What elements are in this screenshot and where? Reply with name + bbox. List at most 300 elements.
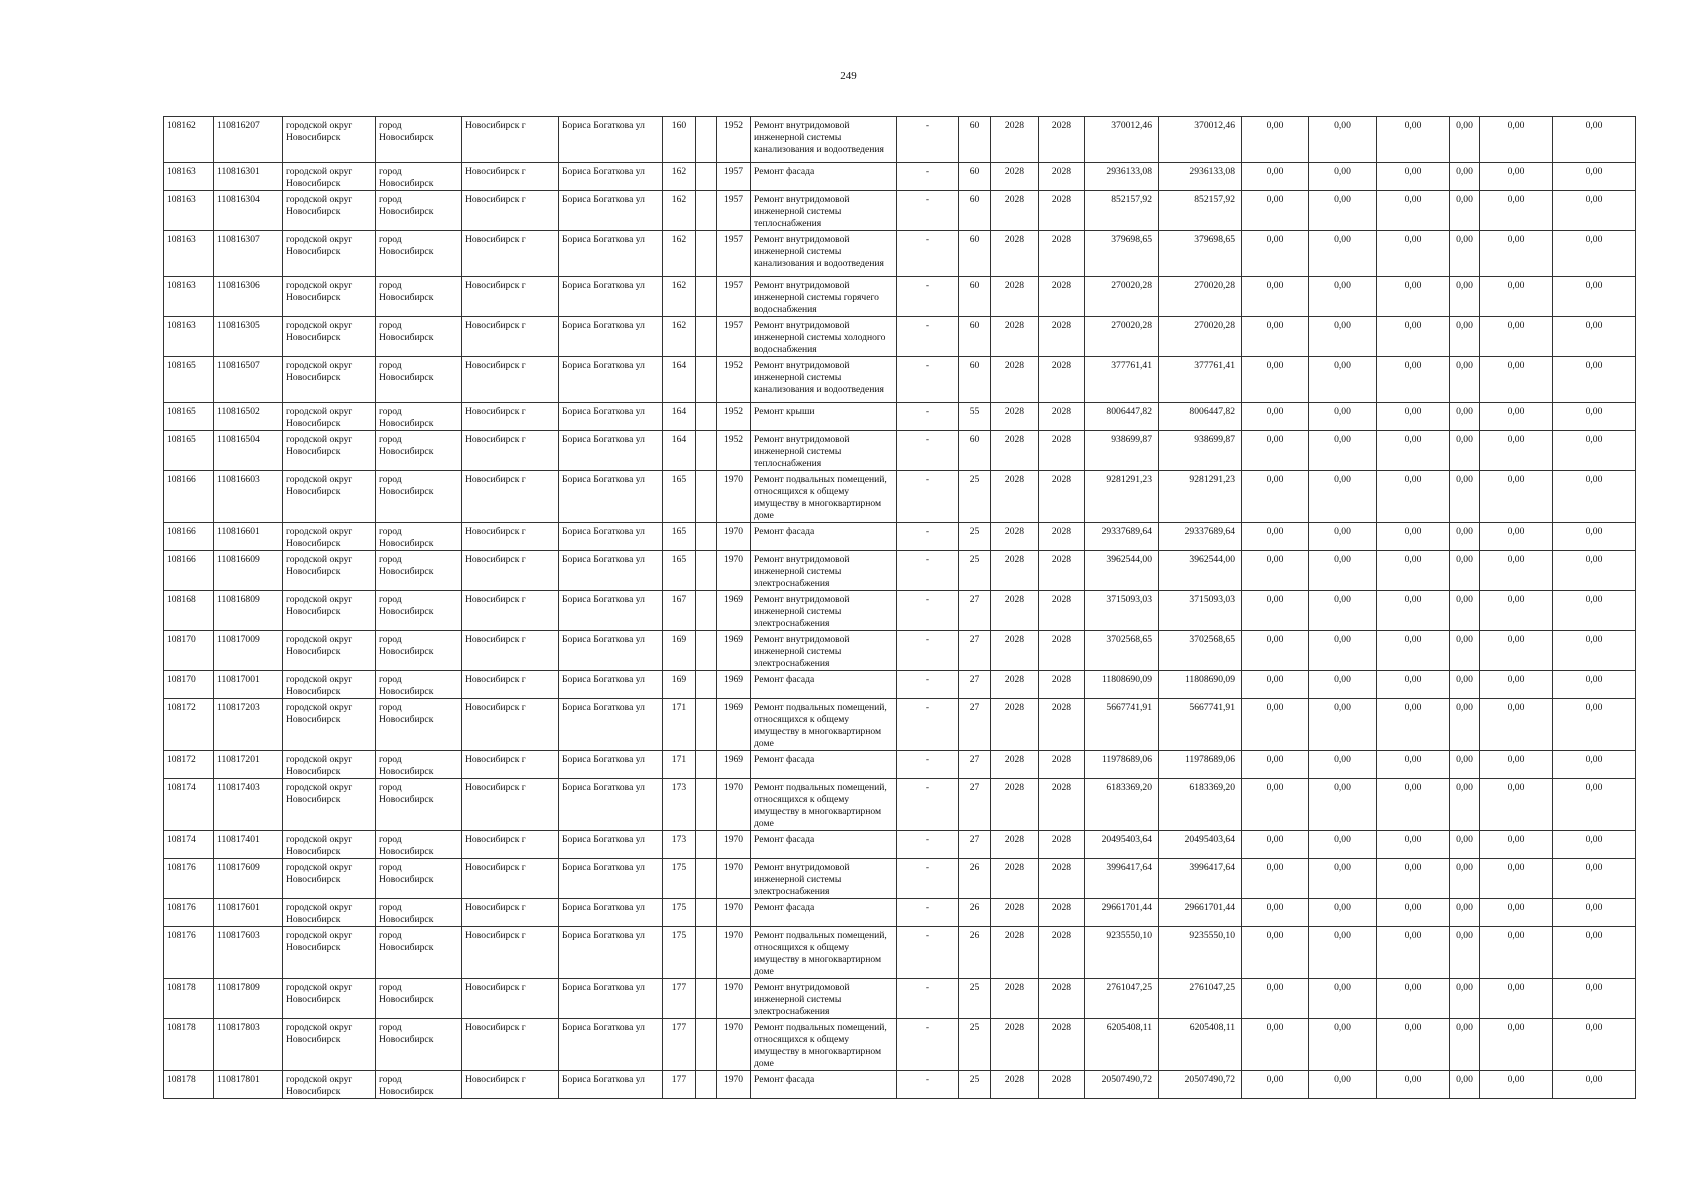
cell-record-id: 108174 [164,831,214,859]
cell-building [696,117,717,163]
table-row [164,231,1636,277]
cell-locality: Новосибирск г [462,1019,559,1071]
cell-building [696,277,717,317]
cell-plan-year-end: 2028 [1039,163,1085,191]
cell-work-type: Ремонт подвальных помещений, относящихся к общему имуществу в многоквартирном доме [751,699,897,751]
cell-build-year: 1970 [717,831,751,859]
cell-wear-percent: 60 [959,117,991,163]
cell-work-type: Ремонт внутридомовой инженерной системы электроснабжения [751,859,897,899]
cell-cost-col-4: 0,00 [1450,471,1480,523]
cell-house-number: 171 [663,751,696,779]
cell-house-number: 177 [663,979,696,1019]
cell-wear-percent: 26 [959,899,991,927]
cell-cost-col-4: 0,00 [1450,551,1480,591]
cell-street: Бориса Богаткова ул [559,751,663,779]
cell-element-id: 110816304 [214,191,283,231]
cell-element-id: 110817803 [214,1019,283,1071]
cell-build-year: 1969 [717,751,751,779]
cell-cost-fund: 6205408,11 [1159,1019,1242,1071]
cell-cost-col-1: 0,00 [1242,403,1309,431]
cell-cost-fund: 2761047,25 [1159,979,1242,1019]
cell-element-id: 110816609 [214,551,283,591]
table-row [164,117,1636,163]
cell-cost-col-6: 0,00 [1553,523,1636,551]
cell-cost-col-1: 0,00 [1242,899,1309,927]
cell-build-year: 1952 [717,357,751,403]
cell-municipal-district: городской округ Новосибирск [283,699,376,751]
cell-municipal-district: городской округ Новосибирск [283,357,376,403]
cell-plan-year-end: 2028 [1039,117,1085,163]
cell-work-extra: - [897,317,959,357]
cell-element-id: 110816601 [214,523,283,551]
cell-street: Бориса Богаткова ул [559,471,663,523]
cell-cost-col-6: 0,00 [1553,357,1636,403]
cell-cost-fund: 370012,46 [1159,117,1242,163]
table-row [164,979,1636,1019]
table-row [164,699,1636,751]
cell-cost-col-2: 0,00 [1309,191,1377,231]
cell-wear-percent: 27 [959,631,991,671]
cell-wear-percent: 60 [959,163,991,191]
cell-element-id: 110816207 [214,117,283,163]
cell-cost-col-5: 0,00 [1480,1071,1553,1099]
cell-cost-col-1: 0,00 [1242,699,1309,751]
cell-cost-col-3: 0,00 [1377,551,1450,591]
cell-house-number: 173 [663,831,696,859]
cell-cost-col-5: 0,00 [1480,357,1553,403]
cell-wear-percent: 27 [959,779,991,831]
cell-cost-col-2: 0,00 [1309,523,1377,551]
cell-locality: Новосибирск г [462,979,559,1019]
cell-plan-year-start: 2028 [991,231,1039,277]
cell-house-number: 175 [663,899,696,927]
cell-plan-year-start: 2028 [991,1019,1039,1071]
cell-total-cost: 2761047,25 [1085,979,1159,1019]
cell-record-id: 108176 [164,859,214,899]
cell-build-year: 1970 [717,471,751,523]
cell-build-year: 1952 [717,117,751,163]
cell-cost-col-1: 0,00 [1242,671,1309,699]
cell-cost-col-1: 0,00 [1242,979,1309,1019]
cell-cost-col-3: 0,00 [1377,591,1450,631]
cell-cost-col-2: 0,00 [1309,163,1377,191]
cell-record-id: 108162 [164,117,214,163]
cell-record-id: 108172 [164,699,214,751]
cell-work-type: Ремонт подвальных помещений, относящихся к общему имуществу в многоквартирном доме [751,1019,897,1071]
cell-element-id: 110817809 [214,979,283,1019]
cell-cost-col-3: 0,00 [1377,523,1450,551]
cell-cost-col-3: 0,00 [1377,277,1450,317]
cell-cost-col-2: 0,00 [1309,231,1377,277]
cell-work-extra: - [897,471,959,523]
page-number: 249 [840,70,857,82]
cell-work-extra: - [897,779,959,831]
cell-cost-col-5: 0,00 [1480,117,1553,163]
cell-cost-col-2: 0,00 [1309,551,1377,591]
table-row [164,191,1636,231]
cell-street: Бориса Богаткова ул [559,591,663,631]
cell-cost-col-1: 0,00 [1242,317,1309,357]
cell-building [696,231,717,277]
cell-settlement: город Новосибирск [376,831,462,859]
cell-cost-col-2: 0,00 [1309,277,1377,317]
cell-total-cost: 270020,28 [1085,277,1159,317]
cell-wear-percent: 60 [959,191,991,231]
cell-build-year: 1957 [717,163,751,191]
cell-cost-col-4: 0,00 [1450,403,1480,431]
cell-locality: Новосибирск г [462,231,559,277]
cell-record-id: 108163 [164,317,214,357]
cell-building [696,551,717,591]
cell-cost-col-6: 0,00 [1553,979,1636,1019]
cell-cost-col-1: 0,00 [1242,471,1309,523]
cell-plan-year-end: 2028 [1039,699,1085,751]
cell-street: Бориса Богаткова ул [559,117,663,163]
cell-locality: Новосибирск г [462,899,559,927]
cell-element-id: 110817403 [214,779,283,831]
cell-build-year: 1970 [717,779,751,831]
cell-cost-col-3: 0,00 [1377,163,1450,191]
cell-settlement: город Новосибирск [376,779,462,831]
cell-cost-col-1: 0,00 [1242,1071,1309,1099]
cell-cost-col-1: 0,00 [1242,231,1309,277]
cell-record-id: 108174 [164,779,214,831]
cell-municipal-district: городской округ Новосибирск [283,471,376,523]
cell-cost-col-2: 0,00 [1309,699,1377,751]
cell-settlement: город Новосибирск [376,1071,462,1099]
table-row [164,831,1636,859]
cell-settlement: город Новосибирск [376,117,462,163]
cell-cost-col-1: 0,00 [1242,431,1309,471]
cell-locality: Новосибирск г [462,751,559,779]
cell-work-extra: - [897,523,959,551]
cell-cost-fund: 3996417,64 [1159,859,1242,899]
cell-street: Бориса Богаткова ул [559,699,663,751]
cell-cost-col-5: 0,00 [1480,551,1553,591]
cell-locality: Новосибирск г [462,859,559,899]
cell-building [696,591,717,631]
cell-locality: Новосибирск г [462,431,559,471]
cell-house-number: 177 [663,1019,696,1071]
cell-street: Бориса Богаткова ул [559,523,663,551]
cell-building [696,859,717,899]
cell-cost-col-6: 0,00 [1553,751,1636,779]
cell-work-extra: - [897,231,959,277]
cell-house-number: 162 [663,163,696,191]
cell-record-id: 108176 [164,927,214,979]
table-row [164,1071,1636,1099]
cell-record-id: 108176 [164,899,214,927]
cell-building [696,1019,717,1071]
cell-plan-year-end: 2028 [1039,899,1085,927]
cell-settlement: город Новосибирск [376,591,462,631]
cell-cost-col-6: 0,00 [1553,471,1636,523]
cell-plan-year-start: 2028 [991,523,1039,551]
cell-cost-col-1: 0,00 [1242,551,1309,591]
cell-settlement: город Новосибирск [376,751,462,779]
cell-cost-col-6: 0,00 [1553,117,1636,163]
cell-cost-fund: 379698,65 [1159,231,1242,277]
cell-locality: Новосибирск г [462,277,559,317]
cell-building [696,523,717,551]
cell-cost-col-6: 0,00 [1553,671,1636,699]
cell-building [696,779,717,831]
cell-plan-year-end: 2028 [1039,671,1085,699]
cell-municipal-district: городской округ Новосибирск [283,551,376,591]
cell-cost-col-2: 0,00 [1309,899,1377,927]
cell-cost-fund: 5667741,91 [1159,699,1242,751]
cell-element-id: 110817603 [214,927,283,979]
cell-cost-col-4: 0,00 [1450,671,1480,699]
cell-cost-col-1: 0,00 [1242,163,1309,191]
cell-cost-col-2: 0,00 [1309,317,1377,357]
cell-municipal-district: городской округ Новосибирск [283,979,376,1019]
cell-municipal-district: городской округ Новосибирск [283,671,376,699]
cell-cost-col-5: 0,00 [1480,471,1553,523]
cell-settlement: город Новосибирск [376,551,462,591]
cell-wear-percent: 26 [959,859,991,899]
cell-cost-col-6: 0,00 [1553,591,1636,631]
cell-cost-col-5: 0,00 [1480,277,1553,317]
cell-build-year: 1952 [717,403,751,431]
cell-wear-percent: 25 [959,1019,991,1071]
cell-wear-percent: 60 [959,231,991,277]
cell-cost-col-3: 0,00 [1377,471,1450,523]
cell-plan-year-start: 2028 [991,591,1039,631]
cell-wear-percent: 27 [959,671,991,699]
cell-cost-col-3: 0,00 [1377,231,1450,277]
cell-municipal-district: городской округ Новосибирск [283,831,376,859]
cell-wear-percent: 26 [959,927,991,979]
table-row [164,591,1636,631]
cell-settlement: город Новосибирск [376,927,462,979]
cell-street: Бориса Богаткова ул [559,631,663,671]
cell-cost-col-5: 0,00 [1480,1019,1553,1071]
cell-cost-col-5: 0,00 [1480,163,1553,191]
cell-cost-col-4: 0,00 [1450,117,1480,163]
cell-work-type: Ремонт фасада [751,671,897,699]
cell-total-cost: 8006447,82 [1085,403,1159,431]
cell-municipal-district: городской округ Новосибирск [283,1019,376,1071]
cell-settlement: город Новосибирск [376,671,462,699]
cell-cost-col-3: 0,00 [1377,831,1450,859]
cell-street: Бориса Богаткова ул [559,163,663,191]
cell-plan-year-end: 2028 [1039,471,1085,523]
cell-record-id: 108168 [164,591,214,631]
cell-cost-fund: 3715093,03 [1159,591,1242,631]
cell-cost-col-4: 0,00 [1450,979,1480,1019]
cell-cost-col-4: 0,00 [1450,751,1480,779]
table-row [164,859,1636,899]
cell-cost-fund: 20507490,72 [1159,1071,1242,1099]
cell-plan-year-start: 2028 [991,859,1039,899]
cell-work-type: Ремонт подвальных помещений, относящихся к общему имуществу в многоквартирном доме [751,779,897,831]
cell-element-id: 110817401 [214,831,283,859]
cell-work-type: Ремонт подвальных помещений, относящихся к общему имуществу в многоквартирном доме [751,927,897,979]
cell-cost-col-4: 0,00 [1450,163,1480,191]
cell-building [696,357,717,403]
cell-total-cost: 6183369,20 [1085,779,1159,831]
cell-wear-percent: 25 [959,551,991,591]
cell-plan-year-start: 2028 [991,779,1039,831]
cell-work-type: Ремонт внутридомовой инженерной системы электроснабжения [751,551,897,591]
cell-cost-col-4: 0,00 [1450,779,1480,831]
cell-cost-col-4: 0,00 [1450,1019,1480,1071]
cell-cost-col-5: 0,00 [1480,859,1553,899]
cell-element-id: 110817601 [214,899,283,927]
cell-record-id: 108166 [164,471,214,523]
cell-plan-year-start: 2028 [991,277,1039,317]
cell-settlement: город Новосибирск [376,699,462,751]
table-row [164,671,1636,699]
cell-plan-year-end: 2028 [1039,631,1085,671]
cell-cost-fund: 377761,41 [1159,357,1242,403]
cell-work-type: Ремонт фасада [751,899,897,927]
cell-build-year: 1970 [717,551,751,591]
repair-schedule-table [163,116,1636,1099]
cell-work-extra: - [897,979,959,1019]
cell-cost-col-1: 0,00 [1242,191,1309,231]
cell-work-type: Ремонт фасада [751,1071,897,1099]
cell-total-cost: 11808690,09 [1085,671,1159,699]
cell-municipal-district: городской округ Новосибирск [283,631,376,671]
cell-total-cost: 29661701,44 [1085,899,1159,927]
cell-element-id: 110817001 [214,671,283,699]
cell-work-extra: - [897,357,959,403]
cell-street: Бориса Богаткова ул [559,191,663,231]
cell-record-id: 108178 [164,1071,214,1099]
cell-cost-col-1: 0,00 [1242,631,1309,671]
cell-plan-year-end: 2028 [1039,751,1085,779]
cell-cost-col-2: 0,00 [1309,671,1377,699]
cell-street: Бориса Богаткова ул [559,859,663,899]
cell-work-extra: - [897,1071,959,1099]
cell-locality: Новосибирск г [462,779,559,831]
cell-element-id: 110816306 [214,277,283,317]
cell-settlement: город Новосибирск [376,277,462,317]
cell-total-cost: 11978689,06 [1085,751,1159,779]
cell-cost-fund: 3962544,00 [1159,551,1242,591]
cell-record-id: 108178 [164,979,214,1019]
cell-house-number: 160 [663,117,696,163]
cell-building [696,751,717,779]
cell-house-number: 173 [663,779,696,831]
cell-cost-col-6: 0,00 [1553,277,1636,317]
cell-cost-col-1: 0,00 [1242,1019,1309,1071]
cell-total-cost: 3996417,64 [1085,859,1159,899]
cell-street: Бориса Богаткова ул [559,1071,663,1099]
cell-wear-percent: 60 [959,357,991,403]
cell-municipal-district: городской округ Новосибирск [283,191,376,231]
table-row [164,523,1636,551]
cell-work-type: Ремонт внутридомовой инженерной системы канализования и водоотведения [751,231,897,277]
cell-total-cost: 6205408,11 [1085,1019,1159,1071]
cell-build-year: 1957 [717,231,751,277]
cell-total-cost: 270020,28 [1085,317,1159,357]
cell-settlement: город Новосибирск [376,431,462,471]
cell-plan-year-end: 2028 [1039,1019,1085,1071]
cell-build-year: 1957 [717,317,751,357]
cell-cost-col-5: 0,00 [1480,591,1553,631]
cell-cost-fund: 3702568,65 [1159,631,1242,671]
cell-building [696,671,717,699]
cell-street: Бориса Богаткова ул [559,899,663,927]
cell-wear-percent: 55 [959,403,991,431]
cell-cost-col-3: 0,00 [1377,1019,1450,1071]
cell-cost-col-6: 0,00 [1553,831,1636,859]
cell-wear-percent: 27 [959,591,991,631]
cell-locality: Новосибирск г [462,403,559,431]
cell-municipal-district: городской округ Новосибирск [283,859,376,899]
cell-locality: Новосибирск г [462,471,559,523]
cell-cost-col-6: 0,00 [1553,163,1636,191]
cell-cost-fund: 29661701,44 [1159,899,1242,927]
cell-build-year: 1969 [717,631,751,671]
cell-plan-year-start: 2028 [991,431,1039,471]
cell-building [696,191,717,231]
cell-work-extra: - [897,117,959,163]
cell-plan-year-end: 2028 [1039,831,1085,859]
cell-work-type: Ремонт фасада [751,523,897,551]
cell-wear-percent: 60 [959,277,991,317]
cell-build-year: 1970 [717,1019,751,1071]
cell-cost-col-3: 0,00 [1377,751,1450,779]
cell-wear-percent: 60 [959,431,991,471]
cell-work-type: Ремонт подвальных помещений, относящихся к общему имуществу в многоквартирном доме [751,471,897,523]
table-row [164,163,1636,191]
cell-cost-col-5: 0,00 [1480,191,1553,231]
table-row [164,471,1636,523]
cell-element-id: 110816307 [214,231,283,277]
cell-record-id: 108165 [164,357,214,403]
cell-cost-col-2: 0,00 [1309,1019,1377,1071]
cell-street: Бориса Богаткова ул [559,431,663,471]
table-body [164,117,1636,1099]
cell-plan-year-start: 2028 [991,831,1039,859]
cell-building [696,471,717,523]
cell-work-extra: - [897,899,959,927]
cell-municipal-district: городской округ Новосибирск [283,317,376,357]
cell-cost-col-4: 0,00 [1450,431,1480,471]
cell-cost-col-4: 0,00 [1450,317,1480,357]
cell-plan-year-end: 2028 [1039,1071,1085,1099]
cell-build-year: 1957 [717,277,751,317]
cell-work-type: Ремонт внутридомовой инженерной системы электроснабжения [751,631,897,671]
cell-cost-col-2: 0,00 [1309,471,1377,523]
cell-element-id: 110817009 [214,631,283,671]
cell-work-extra: - [897,671,959,699]
cell-plan-year-end: 2028 [1039,277,1085,317]
cell-locality: Новосибирск г [462,671,559,699]
cell-work-extra: - [897,403,959,431]
cell-work-extra: - [897,277,959,317]
cell-house-number: 162 [663,191,696,231]
cell-locality: Новосибирск г [462,831,559,859]
cell-municipal-district: городской округ Новосибирск [283,277,376,317]
cell-settlement: город Новосибирск [376,231,462,277]
cell-street: Бориса Богаткова ул [559,831,663,859]
cell-house-number: 162 [663,277,696,317]
cell-wear-percent: 25 [959,979,991,1019]
cell-record-id: 108178 [164,1019,214,1071]
cell-cost-col-2: 0,00 [1309,631,1377,671]
cell-cost-col-1: 0,00 [1242,523,1309,551]
cell-building [696,431,717,471]
cell-element-id: 110816305 [214,317,283,357]
cell-build-year: 1970 [717,1071,751,1099]
cell-cost-col-1: 0,00 [1242,751,1309,779]
cell-street: Бориса Богаткова ул [559,357,663,403]
